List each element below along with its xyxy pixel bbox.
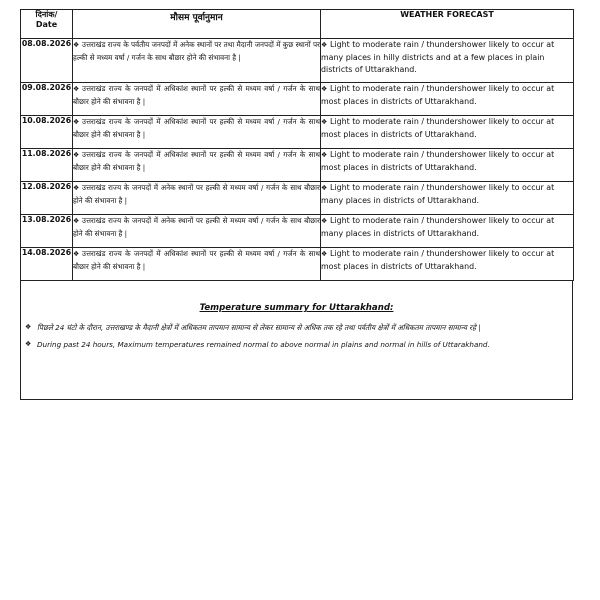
forecast-table xyxy=(20,9,574,281)
forecast-row xyxy=(21,116,574,149)
english-forecast-cell xyxy=(321,182,574,215)
bullet-icon: ❖ xyxy=(73,250,80,258)
forecast-row xyxy=(21,182,574,215)
forecast-date: 14.08.2026 xyxy=(21,248,73,281)
hindi-forecast-text: उत्तराखंड राज्य के जनपदों में अनेक स्थानों पर हल्की से मध्यम वर्षा / गर्जन के साथ बौछार होने की संभावना है | xyxy=(73,183,320,205)
forecast-row xyxy=(21,149,574,182)
forecast-date: 09.08.2026 xyxy=(21,83,73,116)
forecast-row xyxy=(21,215,574,248)
english-forecast-cell xyxy=(321,83,574,116)
english-forecast-cell xyxy=(321,248,574,281)
hindi-forecast-text: उत्तराखंड राज्य के जनपदों में अनेक स्थानों पर हल्की से मध्यम वर्षा / गर्जन के साथ बौछार होने की संभावना है | xyxy=(73,216,320,238)
bullet-icon: ❖ xyxy=(73,217,80,225)
hindi-forecast-cell xyxy=(73,116,321,149)
summary-title: Temperature summary for Uttarakhand: xyxy=(199,303,394,313)
english-forecast-cell xyxy=(321,116,574,149)
english-forecast-text: Light to moderate rain / thundershower likely to occur at most places in districts of Uttarakhand. xyxy=(321,150,555,172)
english-forecast-column-header: WEATHER FORECAST xyxy=(321,10,574,39)
hindi-forecast-cell xyxy=(73,182,321,215)
summary-item xyxy=(25,339,564,351)
hindi-forecast-cell xyxy=(73,248,321,281)
forecast-date: 10.08.2026 xyxy=(21,116,73,149)
forecast-document xyxy=(20,9,573,400)
table-header-row xyxy=(21,10,574,39)
english-forecast-text: Light to moderate rain / thundershower likely to occur at many places in districts of Uttarakhand. xyxy=(321,216,555,238)
bullet-icon: ❖ xyxy=(321,151,328,159)
english-forecast-cell xyxy=(321,215,574,248)
forecast-date: 13.08.2026 xyxy=(21,215,73,248)
english-forecast-cell xyxy=(321,149,574,182)
forecast-row xyxy=(21,248,574,281)
bullet-icon: ❖ xyxy=(73,118,80,126)
hindi-forecast-text: उत्तराखंड राज्य के जनपदों में अधिकांश स्थानों पर हल्की से मध्यम वर्षा / गर्जन के साथ बौछार होने की संभावना है | xyxy=(73,84,320,106)
hindi-forecast-cell xyxy=(73,149,321,182)
bullet-icon: ❖ xyxy=(73,41,80,49)
forecast-date: 11.08.2026 xyxy=(21,149,73,182)
date-column-header xyxy=(21,10,73,39)
forecast-row xyxy=(21,39,574,83)
date-header-english: Date xyxy=(35,20,58,29)
bullet-icon: ❖ xyxy=(321,217,328,225)
hindi-forecast-cell xyxy=(73,83,321,116)
bullet-icon: ❖ xyxy=(321,250,328,258)
bullet-icon: ❖ xyxy=(25,323,32,331)
hindi-forecast-text: उत्तराखंड राज्य के जनपदों में अधिकांश स्थानों पर हल्की से मध्यम वर्षा / गर्जन के साथ बौछार होने की संभावना है | xyxy=(73,249,320,271)
summary-item xyxy=(25,322,564,334)
date-header-hindi: दिनांक/ xyxy=(35,10,58,19)
hindi-forecast-text: उत्तराखंड राज्य के जनपदों में अधिकांश स्थानों पर हल्की से मध्यम वर्षा / गर्जन के साथ बौछार होने की संभावना है | xyxy=(73,117,320,139)
english-forecast-text: Light to moderate rain / thundershower likely to occur at many places in hilly districts and at a few places in plain districts of Uttarakhand. xyxy=(321,40,555,74)
summary-item-text: पिछले 24 घंटो के दौरान, उत्तराखण्ड के मैदानी क्षेत्रों में अधिकतम तापमान सामान्य से लेकर सामान्य से अधिक तक रहे तथा पर्वतीय क्षेत्रों में अधिकतम तापमान सामान्य रहे | xyxy=(37,323,481,332)
english-forecast-text: Light to moderate rain / thundershower likely to occur at many places in districts of Uttarakhand. xyxy=(321,183,555,205)
english-forecast-cell xyxy=(321,39,574,83)
bullet-icon: ❖ xyxy=(321,118,328,126)
hindi-forecast-text: उत्तराखंड राज्य के पर्वतीय जनपदों में अनेक स्थानों पर तथा मैदानी जनपदों में कुछ स्थानों पर हल्की से मध्यम वर्षा / गर्जन के साथ बौछार होने की संभावना है | xyxy=(73,40,320,62)
hindi-forecast-text: उत्तराखंड राज्य के जनपदों में अधिकांश स्थानों पर हल्की से मध्यम वर्षा / गर्जन के साथ बौछार होने की संभावना है | xyxy=(73,150,320,172)
summary-list xyxy=(21,322,572,351)
bullet-icon: ❖ xyxy=(321,85,328,93)
bullet-icon: ❖ xyxy=(73,184,80,192)
bullet-icon: ❖ xyxy=(321,184,328,192)
temperature-summary xyxy=(20,281,573,400)
summary-item-text: During past 24 hours, Maximum temperatures remained normal to above normal in plains and normal in hills of Uttarakhand. xyxy=(37,339,490,349)
english-forecast-text: Light to moderate rain / thundershower likely to occur at most places in districts of Uttarakhand. xyxy=(321,117,555,139)
english-forecast-text: Light to moderate rain / thundershower likely to occur at most places in districts of Uttarakhand. xyxy=(321,249,555,271)
hindi-forecast-column-header: मौसम पूर्वानुमान xyxy=(73,10,321,39)
bullet-icon: ❖ xyxy=(73,85,80,93)
forecast-date: 08.08.2026 xyxy=(21,39,73,83)
bullet-icon: ❖ xyxy=(321,41,328,49)
english-forecast-text: Light to moderate rain / thundershower likely to occur at most places in districts of Uttarakhand. xyxy=(321,84,555,106)
hindi-forecast-cell xyxy=(73,215,321,248)
bullet-icon: ❖ xyxy=(73,151,80,159)
forecast-date: 12.08.2026 xyxy=(21,182,73,215)
bullet-icon: ❖ xyxy=(25,339,32,348)
hindi-forecast-cell xyxy=(73,39,321,83)
forecast-row xyxy=(21,83,574,116)
